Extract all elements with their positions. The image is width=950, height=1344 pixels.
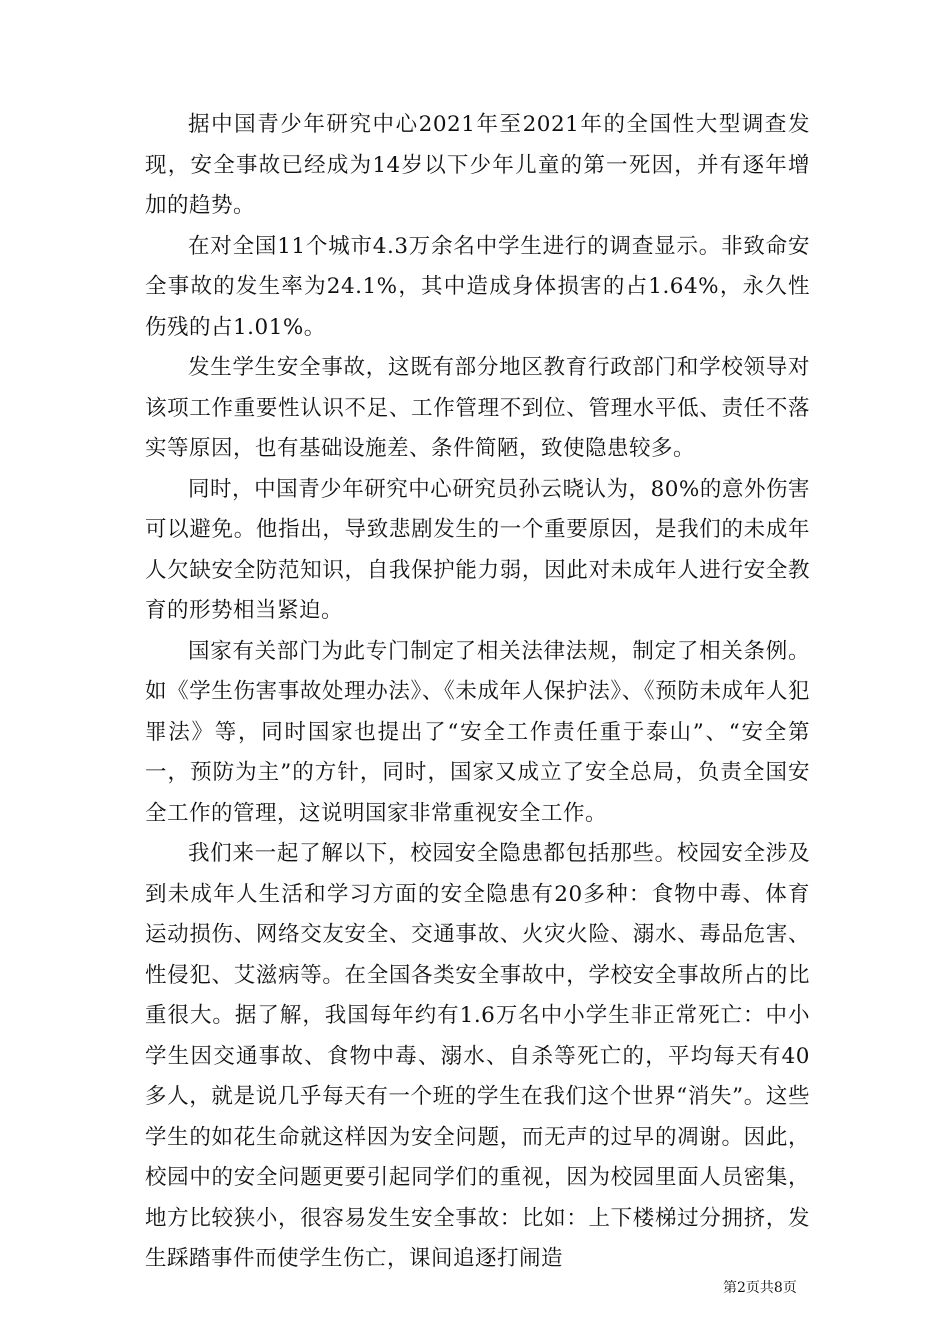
document-body bbox=[145, 105, 810, 1280]
paragraph: 在对全国11个城市4.3万余名中学生进行的调查显示。非致命安全事故的发生率为24.1%，其中造成身体损害的占1.64%，永久性伤残的占1.01%。 bbox=[145, 233, 810, 340]
paragraph: 发生学生安全事故，这既有部分地区教育行政部门和学校领导对该项工作重要性认识不足、工作管理不到位、管理水平低、责任不落实等原因，也有基础设施差、条件简陋，致使隐患较多。 bbox=[145, 355, 810, 461]
paragraph: 我们来一起了解以下，校园安全隐患都包括那些。校园安全涉及到未成年人生活和学习方面的安全隐患有20多种：食物中毒、体育运动损伤、网络交友安全、交通事故、火灾火险、溺水、毒品危害、性侵犯、艾滋病等。在全国各类安全事故中，学校安全事故所占的比重很大。据了解，我国每年约有1.6万名中小学生非正常死亡：中小学生因交通事故、食物中毒、溺水、自杀等死亡的，平均每天有40多人，就是说几乎每天有一个班的学生在我们这个世界“消失”。这些学生的如花生命就这样因为安全问题，而无声的过早的凋谢。因此，校园中的安全问题更要引起同学们的重视，因为校园里面人员密集，地方比较狭小，很容易发生安全事故：比如：上下楼梯过分拥挤，发生踩踏事件而使学生伤亡，课间追逐打闹造 bbox=[145, 841, 810, 1271]
paragraph: 国家有关部门为此专门制定了相关法律法规，制定了相关条例。如《学生伤害事故处理办法》、《未成年人保护法》、《预防未成年人犯罪法》等，同时国家也提出了“安全工作责任重于泰山”、“安全第一，预防为主”的方针，同时，国家又成立了安全总局，负责全国安全工作的管理，这说明国家非常重视安全工作。 bbox=[145, 638, 810, 826]
paragraph: 据中国青少年研究中心2021年至2021年的全国性大型调查发现，安全事故已经成为14岁以下少年儿童的第一死因，并有逐年增加的趋势。 bbox=[145, 112, 810, 218]
paragraph: 同时，中国青少年研究中心研究员孙云晓认为，80%的意外伤害可以避免。他指出，导致悲剧发生的一个重要原因，是我们的未成年人欠缺安全防范知识，自我保护能力弱，因此对未成年人进行安全教育的形势相当紧迫。 bbox=[145, 476, 810, 623]
page-number: 第2页共8页 bbox=[723, 1280, 797, 1296]
